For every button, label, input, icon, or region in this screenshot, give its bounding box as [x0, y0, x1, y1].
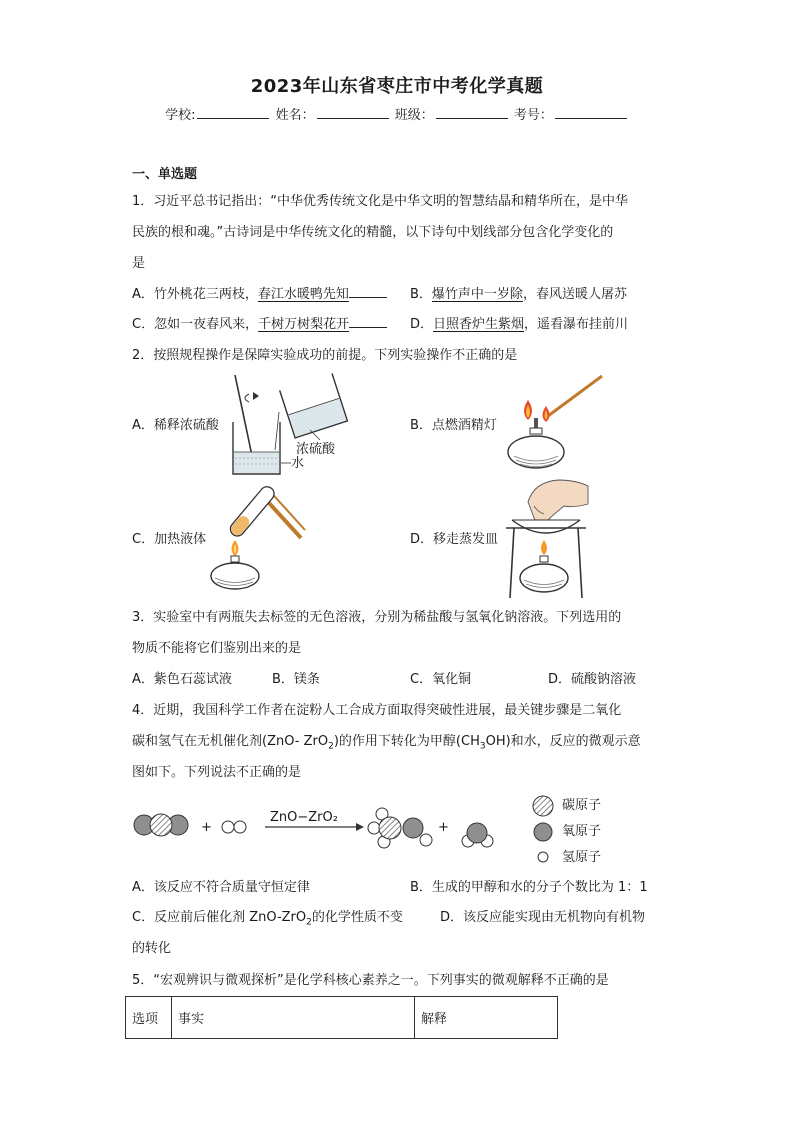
q1-option-d-text: ，遥看瀑布挂前川: [524, 317, 629, 332]
school-label: 学校:: [165, 108, 196, 123]
concentrated-acid-label: 浓硫酸: [296, 442, 336, 457]
q1-option-b-label: B．: [410, 287, 432, 302]
q4-stem-line1: 4．近期，我国科学工作者在淀粉人工合成方面取得突破性进展，最关键步骤是二氧化: [132, 703, 622, 718]
q4-stem-line2-part1: 碳和氢气在无机催化剂(ZnO- ZrO: [132, 734, 329, 749]
q1-option-d-label: D．: [410, 317, 434, 332]
heating-liquid-illustration: [205, 482, 315, 592]
q4-subscript-1: 2: [328, 741, 334, 752]
q2-option-c[interactable]: C．加热液体: [132, 532, 207, 547]
legend-oxygen: 氧原子: [562, 824, 602, 839]
q1-option-c-underline-tail: [349, 315, 387, 328]
q4-stem-line2: [132, 732, 641, 757]
section-heading: 一、单选题: [132, 167, 198, 182]
name-label: 姓名：: [275, 108, 315, 123]
class-field[interactable]: [436, 107, 508, 119]
q1-option-c[interactable]: [132, 315, 387, 335]
water-label: 水: [291, 456, 305, 471]
q2-option-d[interactable]: D．移走蒸发皿: [410, 532, 499, 547]
name-field[interactable]: [317, 107, 389, 119]
q5-stem: 5．“宏观辨识与微观探析”是化学科核心素养之一。下列事实的微观解释不正确的是: [132, 973, 609, 988]
table-header-option: 选项: [126, 997, 172, 1039]
q3-option-b[interactable]: B．镁条: [272, 672, 320, 687]
q5-table: [125, 996, 558, 1039]
q1-option-d[interactable]: [410, 315, 628, 335]
q1-option-b[interactable]: [410, 285, 627, 305]
q2-stem: 2．按照规程操作是保障实验成功的前提。下列实验操作不正确的是: [132, 348, 518, 363]
class-label: 班级：: [394, 108, 434, 123]
q1-option-d-underlined: 日照香炉生紫烟: [433, 317, 525, 332]
q1-option-c-underlined: 千树万树梨花开: [258, 317, 350, 332]
page-title: 2023年山东省枣庄市中考化学真题: [250, 76, 544, 97]
q1-option-b-underlined: 爆竹声中一岁除: [431, 287, 523, 302]
q4-stem-line3: 图如下。下列说法不正确的是: [132, 765, 302, 780]
catalyst-label: ZnO−ZrO₂: [270, 810, 338, 825]
dilute-sulfuric-acid-illustration: [215, 372, 355, 482]
q1-stem-line2: 民族的根和魂。”古诗词是中华传统文化的精髓，以下诗句中划线部分包含化学变化的: [132, 225, 614, 240]
legend-hydrogen: 氢原子: [562, 850, 602, 865]
q4-option-c-part1: C．反应前后催化剂 ZnO-ZrO: [132, 910, 307, 925]
q4-option-a[interactable]: A．该反应不符合质量守恒定律: [132, 880, 310, 895]
school-field[interactable]: [197, 107, 269, 119]
moving-evaporating-dish-illustration: [500, 476, 590, 600]
legend-carbon: 碳原子: [562, 798, 602, 813]
q2-option-b[interactable]: B．点燃酒精灯: [410, 418, 497, 433]
q3-option-d[interactable]: D．硫酸钠溶液: [548, 672, 637, 687]
q1-option-a-underline-tail: [349, 285, 387, 298]
q2-option-a[interactable]: A．稀释浓硫酸: [132, 418, 219, 433]
q4-option-c-subscript: 2: [306, 917, 312, 928]
q3-stem-line1: 3．实验室中有两瓶失去标签的无色溶液，分别为稀盐酸与氢氧化钠溶液。下列选用的: [132, 610, 622, 625]
table-header-fact: 事实: [172, 997, 415, 1039]
q1-option-a-underlined: 春江水暖鸭先知: [257, 287, 349, 302]
table-header-row: [126, 997, 558, 1039]
q4-subscript-2: 3: [479, 741, 486, 752]
plus-sign-2: +: [438, 820, 449, 835]
q1-stem-line1: 1．习近平总书记指出：“中华优秀传统文化是中华文明的智慧结晶和精华所在，是中华: [132, 194, 629, 209]
q3-option-a[interactable]: A．紫色石蕊试液: [132, 672, 232, 687]
q1-option-b-text: ，春风送暖人屠苏: [522, 287, 627, 302]
lighting-alcohol-lamp-illustration: [500, 372, 610, 472]
q4-stem-line2-part2: )的作用下转化为甲醇(CH: [333, 734, 480, 749]
table-header-explanation: 解释: [415, 997, 558, 1039]
student-info-row: [0, 104, 794, 123]
q3-option-c[interactable]: C．氧化铜: [410, 672, 472, 687]
q4-option-c-part2: 的化学性质不变: [311, 910, 403, 925]
q4-stem-line2-part3: OH)和水，反应的微观示意: [485, 734, 641, 749]
exam-no-label: 考号：: [513, 108, 553, 123]
q4-option-d[interactable]: D．该反应能实现由无机物向有机物: [440, 910, 646, 925]
exam-no-field[interactable]: [555, 107, 627, 119]
q1-option-a[interactable]: [132, 285, 387, 305]
q1-option-c-text: C．忽如一夜春风来，: [132, 317, 259, 332]
q4-option-b[interactable]: B．生成的甲醇和水的分子个数比为 1：1: [410, 880, 648, 895]
q1-stem-line3: 是: [132, 256, 146, 271]
q4-option-d-continued: 的转化: [132, 941, 172, 956]
q4-option-c[interactable]: [132, 908, 403, 933]
q3-stem-line2: 物质不能将它们鉴别出来的是: [132, 641, 302, 656]
plus-sign-1: +: [201, 820, 212, 835]
q1-option-a-text: A．竹外桃花三两枝，: [132, 287, 258, 302]
